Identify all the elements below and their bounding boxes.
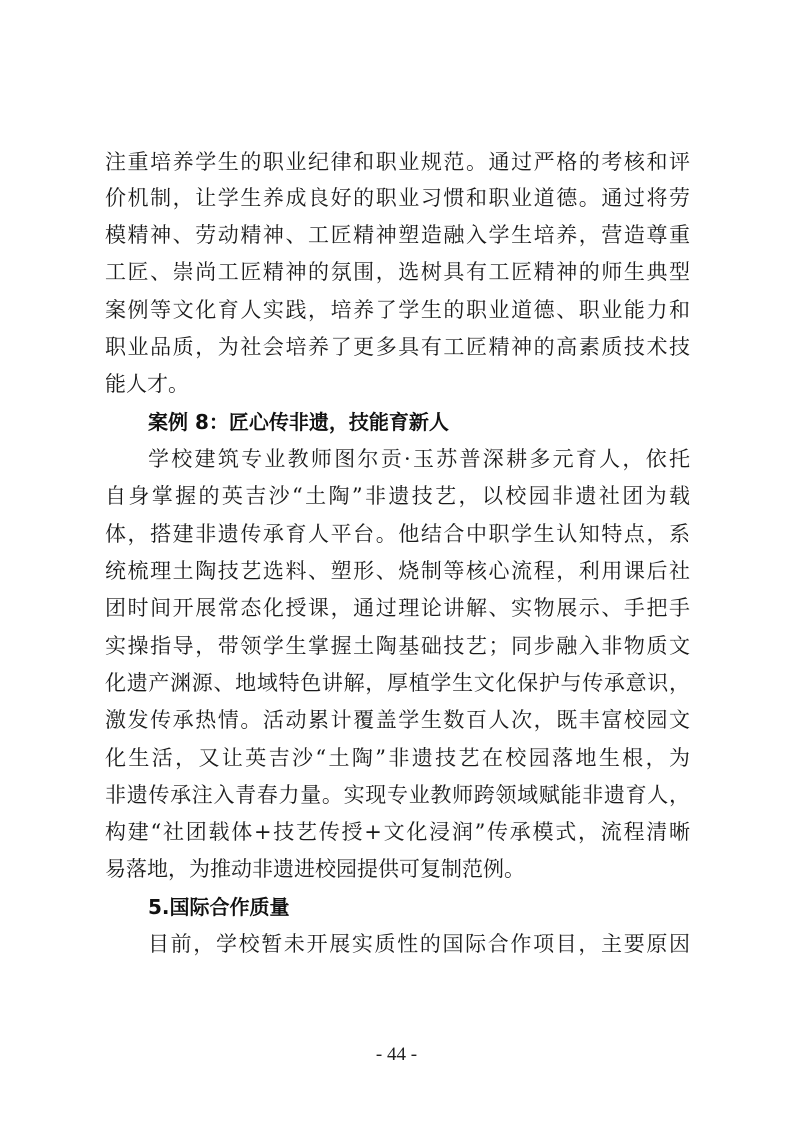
paragraph-2-line-8: 激发传承热情。活动累计覆盖学生数百人次，既丰富校园文: [105, 708, 690, 732]
paragraph-2-line-2: 自身掌握的英吉沙“土陶”非遗技艺，以校园非遗社团为载: [105, 484, 690, 508]
paragraph-2-line-11: 构建“社团载体+技艺传授+文化浸润”传承模式，流程清晰: [105, 820, 690, 844]
paragraph-1-line-4: 工匠、崇尚工匠精神的氛围，选树具有工匠精神的师生典型: [105, 260, 690, 284]
paragraph-1-line-6: 职业品质，为社会培养了更多具有工匠精神的高素质技术技: [105, 335, 690, 359]
paragraph-2-line-10: 非遗传承注入青春力量。实现专业教师跨领域赋能非遗育人，: [105, 783, 690, 807]
paragraph-1-line-7: 能人才。: [105, 372, 189, 396]
paragraph-1-line-3: 模精神、劳动精神、工匠精神塑造融入学生培养，营造尊重: [105, 223, 690, 247]
paragraph-2-line-5: 团时间开展常态化授课，通过理论讲解、实物展示、手把手: [105, 596, 690, 620]
paragraph-2-line-9: 化生活，又让英吉沙“土陶”非遗技艺在校园落地生根，为: [105, 746, 690, 770]
case-heading: 案例 8：匠心传非遗，技能育新人: [148, 410, 449, 434]
paragraph-2-line-3: 体，搭建非遗传承育人平台。他结合中职学生认知特点，系: [105, 522, 690, 546]
paragraph-2-line-4: 统梳理土陶技艺选料、塑形、烧制等核心流程，利用课后社: [105, 559, 690, 583]
paragraph-2-line-12: 易落地，为推动非遗进校园提供可复制范例。: [105, 857, 525, 881]
paragraph-1-line-2: 价机制，让学生养成良好的职业习惯和职业道德。通过将劳: [105, 186, 690, 210]
paragraph-1-line-5: 案例等文化育人实践，培养了学生的职业道德、职业能力和: [105, 298, 690, 322]
page-number: - 44 -: [375, 1044, 418, 1065]
paragraph-3-line-1: 目前，学校暂未开展实质性的国际合作项目，主要原因: [148, 932, 690, 956]
section-heading: 5.国际合作质量: [148, 895, 290, 919]
paragraph-1-line-1: 注重培养学生的职业纪律和职业规范。通过严格的考核和评: [105, 150, 690, 174]
paragraph-2-line-1: 学校建筑专业教师图尔贡·玉苏普深耕多元育人，依托: [148, 447, 690, 471]
paragraph-2-line-6: 实操指导，带领学生掌握土陶基础技艺；同步融入非物质文: [105, 634, 690, 658]
paragraph-2-line-7: 化遗产渊源、地域特色讲解，厚植学生文化保护与传承意识，: [105, 671, 690, 695]
